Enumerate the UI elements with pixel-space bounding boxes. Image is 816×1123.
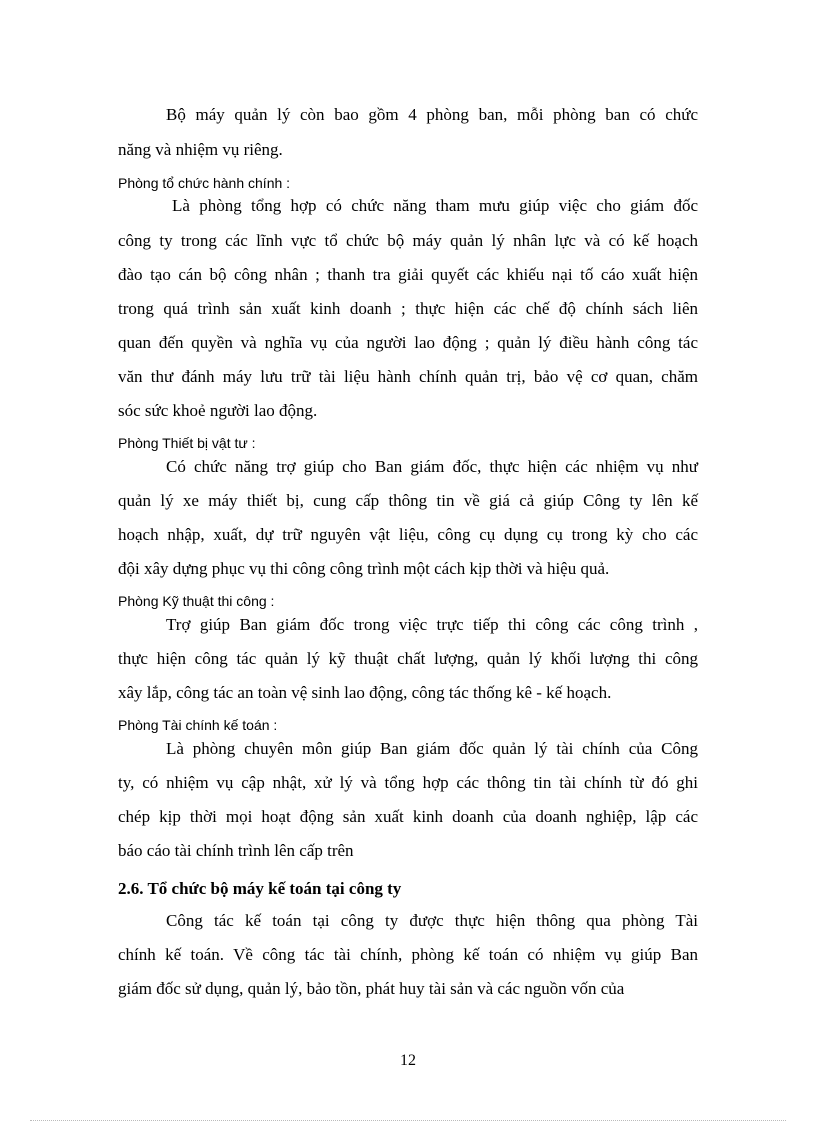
- dept-title-technical: Phòng Kỹ thuật thi công :: [118, 593, 275, 609]
- dept4-line-4: báo cáo tài chính trình lên cấp trên: [118, 841, 354, 860]
- dept4-line-1: Là phòng chuyên môn giúp Ban giám đốc quản lý tài chính của Công: [166, 739, 698, 758]
- dept4-line-3: chép kịp thời mọi hoạt động sản xuất kinh doanh của doanh nghiệp, lập các: [118, 807, 698, 826]
- dept-title-equipment: Phòng Thiết bị vật tư :: [118, 435, 256, 451]
- dept3-line-2: thực hiện công tác quản lý kỹ thuật chất lượng, quản lý khối lượng thi công: [118, 649, 698, 668]
- dept1-line-2: công ty trong các lĩnh vực tổ chức bộ máy quản lý nhân lực và có kế hoạch: [118, 231, 698, 250]
- dept1-line-1: Là phòng tổng hợp có chức năng tham mưu giúp việc cho giám đốc: [172, 196, 698, 215]
- page-number: 12: [400, 1052, 416, 1069]
- section-title: 2.6. Tổ chức bộ máy kế toán tại công ty: [118, 879, 402, 898]
- dept2-line-4: đội xây dựng phục vụ thi công công trình một cách kịp thời và hiệu quả.: [118, 559, 610, 578]
- dept1-line-4: trong quá trình sản xuất kinh doanh ; thực hiện các chế độ chính sách liên: [118, 299, 698, 318]
- dept1-line-6: văn thư đánh máy lưu trữ tài liệu hành chính quản trị, bảo vệ cơ quan, chăm: [118, 367, 698, 386]
- dept1-line-7: sóc sức khoẻ người lao động.: [118, 401, 318, 420]
- dept-title-administration: Phòng tổ chức hành chính :: [118, 175, 291, 191]
- intro-line-2: năng và nhiệm vụ riêng.: [118, 140, 283, 159]
- dept3-line-1: Trợ giúp Ban giám đốc trong việc trực tiếp thi công các công trình ,: [166, 615, 698, 634]
- intro-line-1: Bộ máy quản lý còn bao gồm 4 phòng ban, mỗi phòng ban có chức: [166, 105, 698, 124]
- dept3-line-3: xây lắp, công tác an toàn vệ sinh lao động, công tác thống kê - kế hoạch.: [118, 683, 612, 702]
- dept2-line-1: Có chức năng trợ giúp cho Ban giám đốc, thực hiện các nhiệm vụ như: [166, 457, 698, 476]
- section-line-1: Công tác kế toán tại công ty được thực hiện thông qua phòng Tài: [166, 911, 698, 930]
- section-line-2: chính kế toán. Về công tác tài chính, phòng kế toán có nhiệm vụ giúp Ban: [118, 945, 698, 964]
- page-bottom-divider: [30, 1120, 786, 1121]
- section-line-3: giám đốc sử dụng, quản lý, bảo tồn, phát huy tài sản và các nguồn vốn của: [118, 979, 625, 998]
- dept1-line-5: quan đến quyền và nghĩa vụ của người lao động ; quản lý điều hành công tác: [118, 333, 698, 352]
- dept-title-finance: Phòng Tài chính kế toán :: [118, 717, 278, 733]
- dept1-line-3: đào tạo cán bộ công nhân ; thanh tra giải quyết các khiếu nại tố cáo xuất hiện: [118, 265, 698, 284]
- dept2-line-2: quản lý xe máy thiết bị, cung cấp thông tin về giá cả giúp Công ty lên kế: [118, 491, 698, 510]
- dept2-line-3: hoạch nhập, xuất, dự trữ nguyên vật liệu, công cụ dụng cụ trong kỳ cho các: [118, 525, 698, 544]
- dept4-line-2: ty, có nhiệm vụ cập nhật, xử lý và tổng hợp các thông tin tài chính từ đó ghi: [118, 773, 698, 792]
